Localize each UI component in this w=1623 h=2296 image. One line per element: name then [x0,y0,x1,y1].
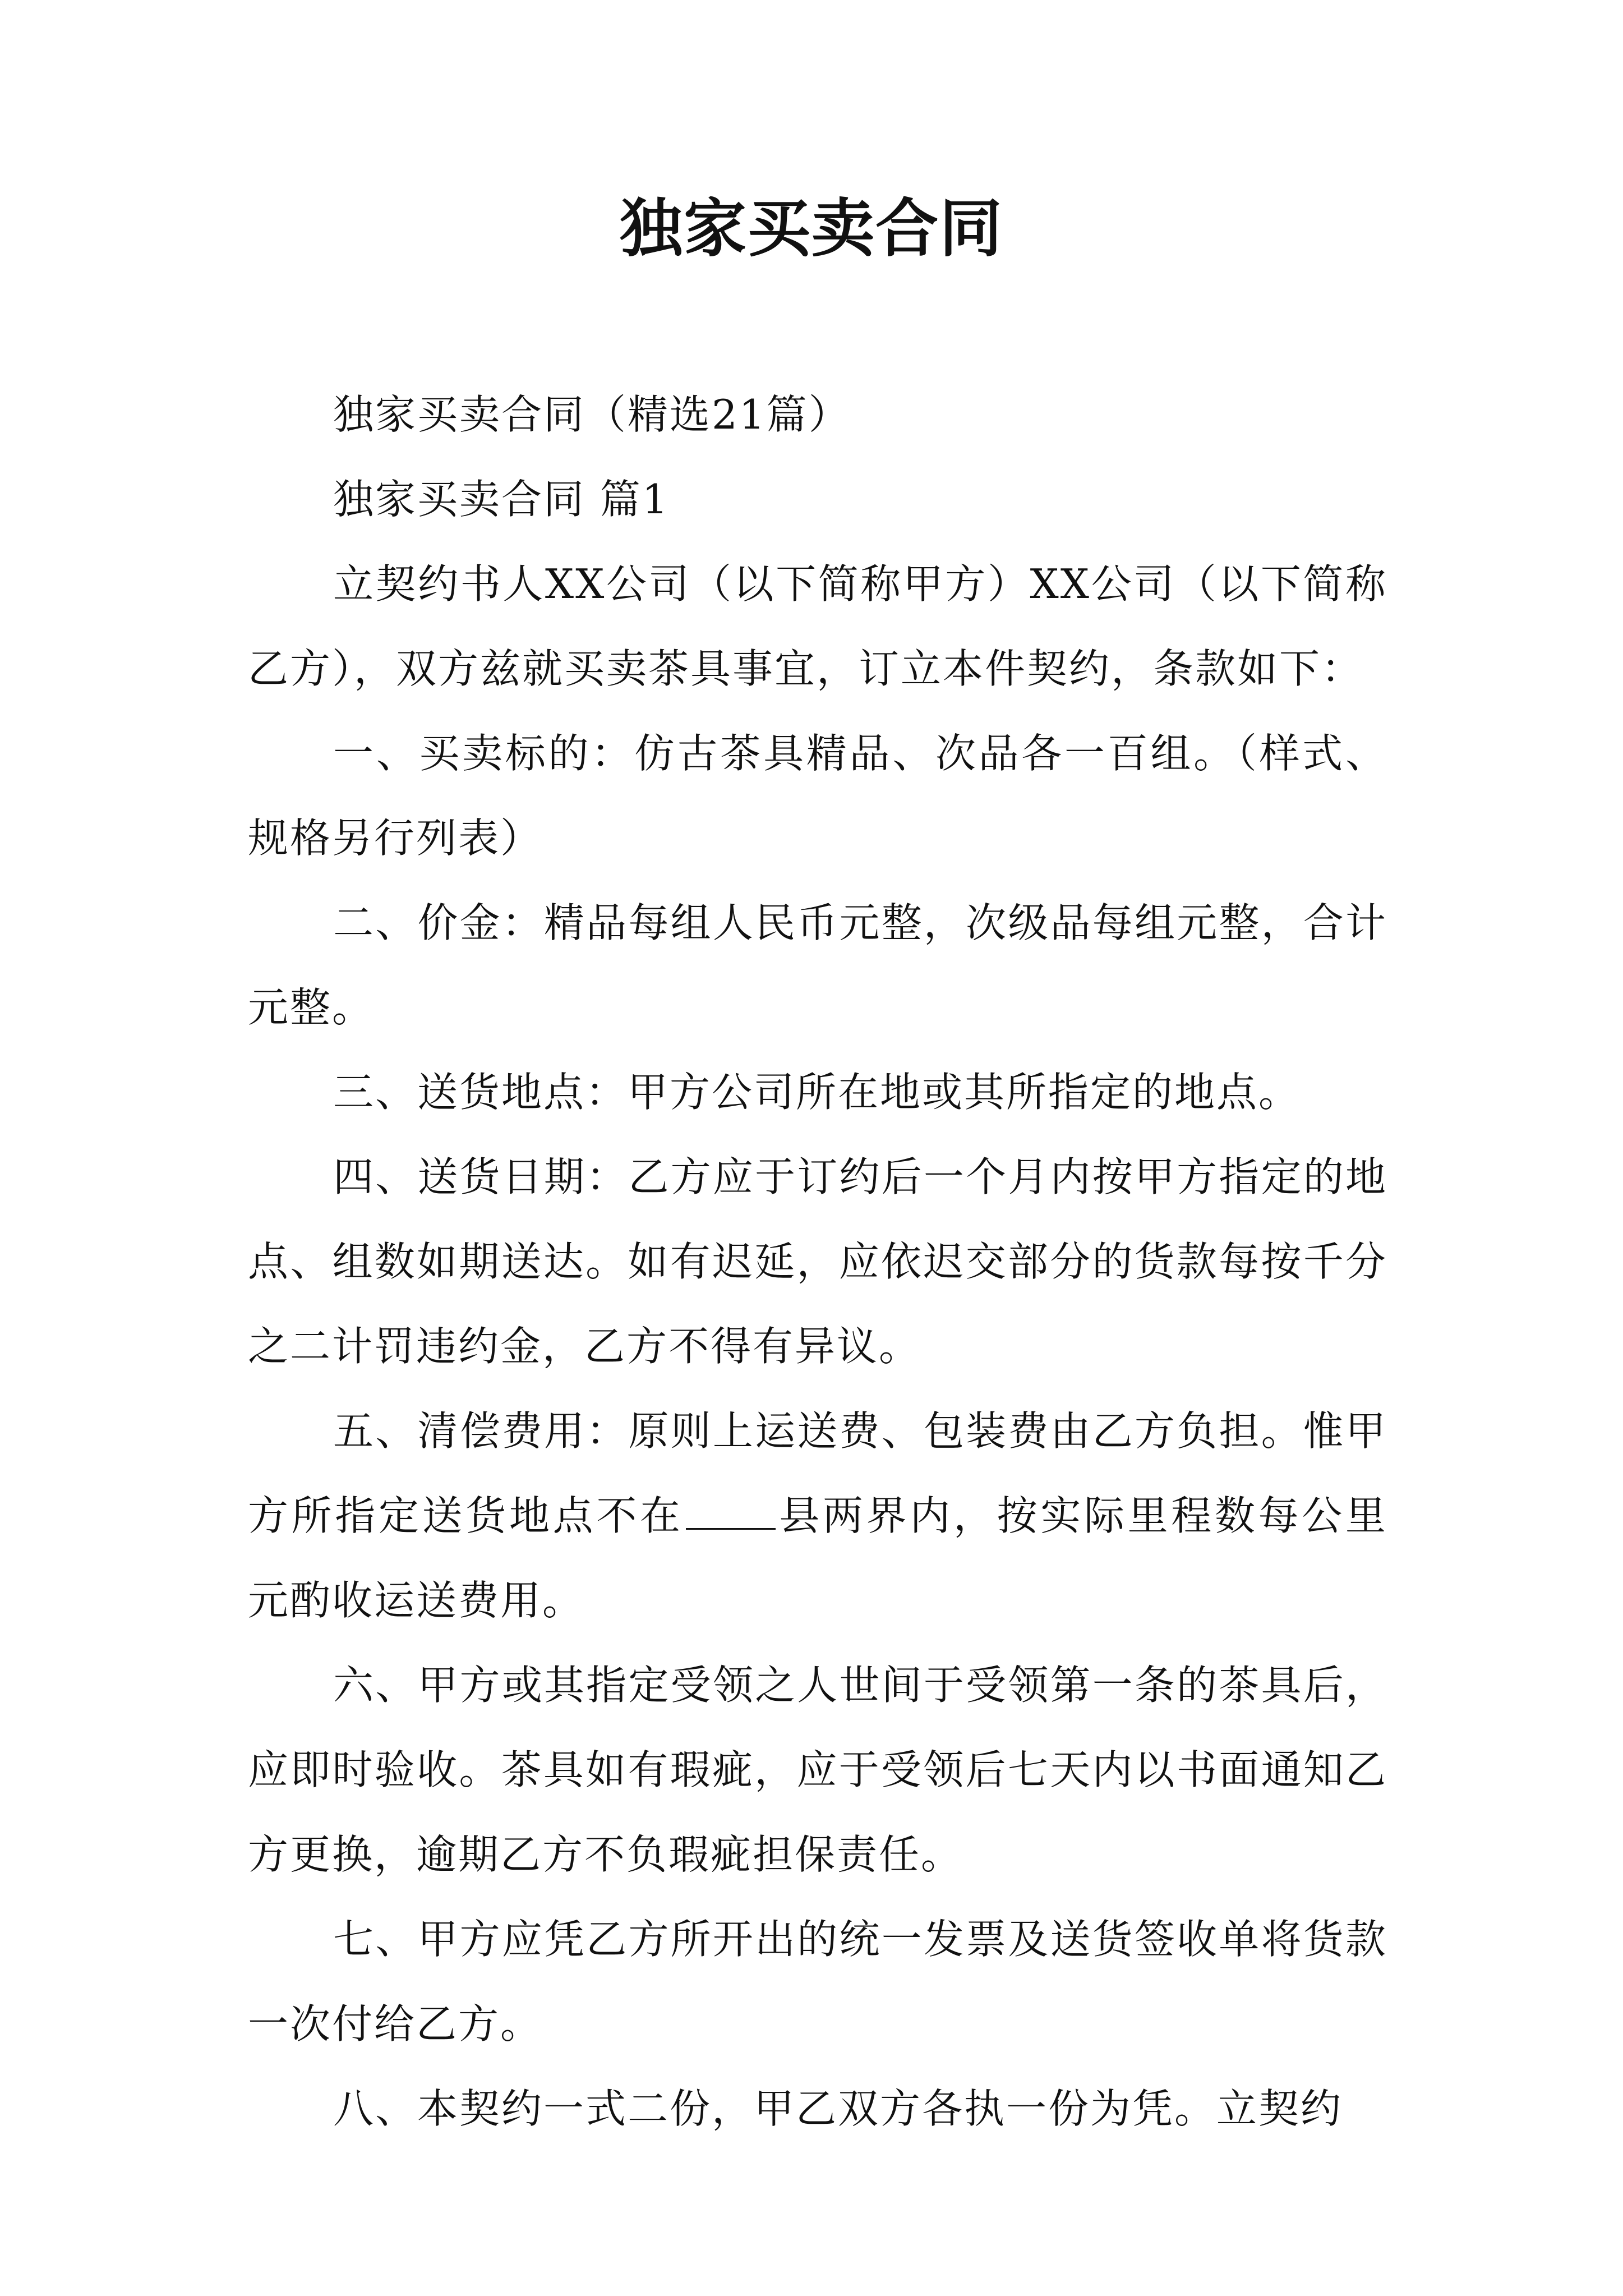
clause-5 [248,1389,1387,1643]
clause-5-text-start: 五、清偿费用：原则上运送费、包装费由乙方负担。惟甲方所指定送货地点不在 [248,1407,1387,1539]
clause-7: 七、甲方应凭乙方所开出的统一发票及送货签收单将货款一次付给乙方。 [248,1916,1387,2047]
intro-paragraph: 立契约书人XX公司（以下简称甲方）XX公司（以下简称乙方），双方兹就买卖茶具事宜，订立本件契约，条款如下： [248,560,1387,692]
clause-6: 六、甲方或其指定受领之人世间于受领第一条的茶具后，应即时验收。茶具如有瑕疵，应于受领后七天内以书面通知乙方更换，逾期乙方不负瑕疵担保责任。 [248,1662,1387,1878]
document-body [248,372,1387,2151]
clause-3: 三、送货地点：甲方公司所在地或其所指定的地点。 [333,1069,1301,1116]
blank-underline [686,1496,776,1530]
clause-5-text-end: 县两界内，按实际里程数每公里元酌收运送费用。 [248,1492,1387,1624]
document-title: 独家买卖合同 [620,192,1003,265]
clause-8: 八、本契约一式二份，甲乙双方各执一份为凭。立契约 [333,2085,1343,2132]
subtitle: 独家买卖合同（精选21篇） [333,391,851,438]
clause-1: 一、买卖标的：仿古茶具精品、次品各一百组。（样式、规格另行列表） [248,730,1387,862]
clause-2: 二、价金：精品每组人民币元整，次级品每组元整，合计元整。 [248,899,1387,1031]
clause-4: 四、送货日期：乙方应于订约后一个月内按甲方指定的地点、组数如期送达。如有迟延，应依迟交部分的货款每按千分之二计罚违约金，乙方不得有异议。 [248,1153,1387,1370]
section-heading: 独家买卖合同 篇1 [333,476,670,523]
